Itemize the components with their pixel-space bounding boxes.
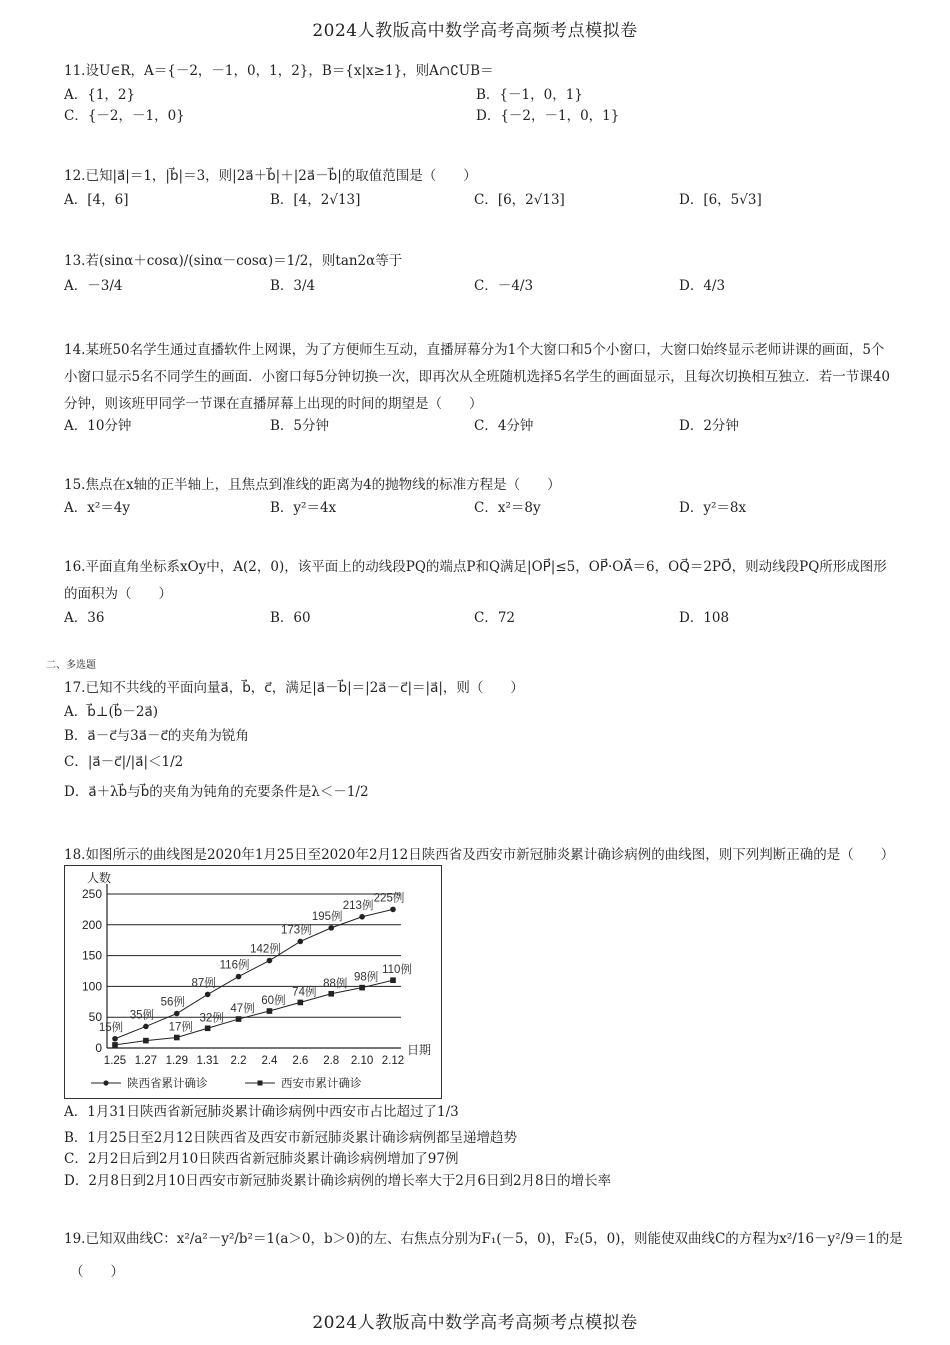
q18-option-a: A．1月31日陕西省新冠肺炎累计确诊病例中西安市占比超过了1/3 xyxy=(64,1104,459,1120)
case-chart xyxy=(64,865,442,1099)
x-tick-label: 2.10 xyxy=(350,1055,374,1067)
series1-point xyxy=(298,939,304,945)
data-label: 116例 xyxy=(219,959,250,972)
q15-option-c: C．x²＝8y xyxy=(474,500,541,516)
y-tick-label: 50 xyxy=(88,1010,102,1025)
q11-option-c: C．{－2，－1，0} xyxy=(64,108,185,124)
data-label: 195例 xyxy=(311,910,343,923)
q18-option-c: C．2月2日后到2月10日陕西省新冠肺炎累计确诊病例增加了97例 xyxy=(64,1151,459,1167)
q11-option-a: A．{1，2} xyxy=(64,87,136,103)
series1-point xyxy=(359,914,365,920)
data-label: 98例 xyxy=(353,971,379,984)
data-label: 142例 xyxy=(250,943,281,956)
q13-option-d: D．4/3 xyxy=(679,278,726,294)
q17-option-b: B．a⃗－c⃗与3a⃗－c⃗的夹角为锐角 xyxy=(64,728,249,744)
x-tick-label: 1.31 xyxy=(196,1055,219,1067)
q19-stem: 19.已知双曲线C：x²/a²－y²/b²＝1(a＞0，b＞0)的左、右焦点分别为F₁(－5，0)，F₂(5，0)，则能使双曲线C的方程为x²/16－y²/9＝1的是 xyxy=(64,1231,903,1247)
series2-point xyxy=(359,985,365,991)
series1-point xyxy=(112,1036,118,1042)
y-tick-label: 200 xyxy=(81,917,102,932)
q13-option-c: C．－4/3 xyxy=(474,278,534,294)
series2-point xyxy=(328,991,334,997)
q16-option-c: C．72 xyxy=(474,610,516,626)
series1-point xyxy=(143,1024,149,1030)
q15-stem: 15.焦点在x轴的正半轴上，且焦点到准线的距离为4的抛物线的标准方程是（ ） xyxy=(64,477,561,493)
q12-option-c: C．[6，2√13] xyxy=(474,192,565,208)
series2-point xyxy=(174,1035,180,1041)
q13-option-b: B．3/4 xyxy=(270,278,316,294)
q15-option-b: B．y²＝4x xyxy=(270,500,337,516)
data-label: 17例 xyxy=(168,1021,193,1034)
q12-stem: 12.已知|a⃗|＝1，|b⃗|＝3，则|2a⃗＋b⃗|＋|2a⃗－b⃗|的取值范围是（ ） xyxy=(64,168,477,184)
data-label: 88例 xyxy=(323,977,348,990)
y-tick-label: 100 xyxy=(81,979,102,994)
series1-point xyxy=(390,907,396,913)
q15-option-a: A．x²＝4y xyxy=(64,500,130,516)
series2-point xyxy=(267,1008,273,1014)
q14-option-c: C．4分钟 xyxy=(474,418,534,434)
q15-option-d: D．y²＝8x xyxy=(679,500,747,516)
q12-option-a: A．[4，6] xyxy=(64,192,129,208)
q16-option-d: D．108 xyxy=(679,610,730,626)
x-tick-label: 1.25 xyxy=(103,1055,127,1067)
series2-point xyxy=(205,1025,211,1031)
q17-option-d: D．a⃗＋λb⃗与b⃗的夹角为钝角的充要条件是λ＜－1/2 xyxy=(64,784,369,800)
x-tick-label: 2.2 xyxy=(230,1055,247,1067)
q18-option-d: D．2月8日到2月10日西安市新冠肺炎累计确诊病例的增长率大于2月6日到2月8日的增长率 xyxy=(64,1173,612,1189)
data-label: 56例 xyxy=(160,996,185,1009)
q14-option-a: A．10分钟 xyxy=(64,418,132,434)
data-label: 60例 xyxy=(261,995,286,1008)
data-label: 74例 xyxy=(292,986,317,999)
q11-stem: 11.设U∈R，A＝{－2，－1，0，1，2}，B＝{x|x≥1}，则A∩∁UB＝ xyxy=(64,63,494,79)
series-line-1 xyxy=(115,909,393,1038)
y-tick-label: 150 xyxy=(81,948,102,963)
legend-label-1: 陕西省累计确诊 xyxy=(127,1078,208,1090)
data-label: 32例 xyxy=(199,1012,224,1025)
x-tick-label: 2.4 xyxy=(261,1055,278,1067)
q13-option-a: A．－3/4 xyxy=(64,278,123,294)
series1-point xyxy=(236,974,242,980)
q17-option-c: C．|a⃗－c⃗|/|a⃗|＜1/2 xyxy=(64,754,184,770)
q16-option-a: A．36 xyxy=(64,610,105,626)
q12-option-d: D．[6，5√3] xyxy=(679,192,762,208)
q17-option-a: A．b⃗⊥(b⃗－2a⃗) xyxy=(64,704,158,720)
page-header: 2024人教版高中数学高考高频考点模拟卷 xyxy=(312,21,638,41)
x-axis-label: 日期 xyxy=(406,1043,432,1057)
q18-stem: 18.如图所示的曲线图是2020年1月25日至2020年2月12日陕西省及西安市新冠肺炎累计确诊病例的曲线图，则下列判断正确的是（ ） xyxy=(64,847,895,863)
legend-marker-2 xyxy=(258,1081,263,1086)
series2-point xyxy=(236,1016,242,1022)
x-tick-label: 1.29 xyxy=(165,1055,188,1067)
data-label: 87例 xyxy=(191,977,216,990)
x-tick-label: 2.12 xyxy=(381,1055,405,1067)
q19-blank: （ ） xyxy=(70,1264,124,1280)
case-line-chart xyxy=(65,866,441,1098)
q14-option-b: B．5分钟 xyxy=(270,418,330,434)
data-label: 225例 xyxy=(373,892,405,905)
legend-label-2: 西安市累计确诊 xyxy=(281,1078,362,1090)
data-label: 35例 xyxy=(129,1009,155,1022)
y-tick-label: 250 xyxy=(81,887,102,901)
data-label: 47例 xyxy=(230,1003,255,1016)
legend-marker-1 xyxy=(103,1080,108,1085)
x-tick-label: 2.6 xyxy=(292,1055,309,1067)
q16-stem: 16.平面直角坐标系xOy中，A(2，0)，该平面上的动线段PQ的端点P和Q满足|OP⃗|≤5，OP⃗·OA⃗＝6，OQ⃗＝2PO⃗，则动线段PQ所形成图形的面积为（ ） xyxy=(64,559,887,602)
q17-stem: 17.已知不共线的平面向量a⃗，b⃗，c⃗，满足|a⃗－b⃗|＝|2a⃗－c⃗|＝|a⃗|，则（ ） xyxy=(64,680,524,696)
q11-option-b: B．{－1，0，1} xyxy=(476,87,583,103)
series2-point xyxy=(298,1000,304,1006)
page-footer: 2024人教版高中数学高考高频考点模拟卷 xyxy=(312,1313,638,1333)
series1-point xyxy=(205,992,211,998)
q18-option-b: B．1月25日至2月12日陕西省及西安市新冠肺炎累计确诊病例都呈递增趋势 xyxy=(64,1130,517,1146)
q14-stem: 14.某班50名学生通过直播软件上网课，为了方便师生互动，直播屏幕分为1个大窗口和5个小窗口，大窗口始终显示老师讲课的画面，5个小窗口显示5名不同学生的画面．小窗口每5分钟切换一次，即再次从全班随机选择5名学生的画面显示，且每次切换相互独立．若一节课40分钟，则该班甲同学一节课在直播屏幕上出现的时间的期望是（ ） xyxy=(64,342,890,412)
x-tick-label: 1.27 xyxy=(134,1055,158,1067)
series2-point xyxy=(143,1038,149,1044)
series1-point xyxy=(174,1011,180,1017)
series1-point xyxy=(328,925,334,931)
y-tick-label: 0 xyxy=(95,1041,102,1055)
data-label: 110例 xyxy=(382,964,412,977)
y-axis-label: 人数 xyxy=(86,871,112,885)
q11-option-d: D．{－2，－1，0，1} xyxy=(476,108,620,124)
data-label: 15例 xyxy=(98,1021,124,1034)
data-label: 173例 xyxy=(280,924,312,937)
series2-point xyxy=(390,977,396,983)
q12-option-b: B．[4，2√13] xyxy=(270,192,361,208)
q16-option-b: B．60 xyxy=(270,610,311,626)
q13-stem: 13.若(sinα＋cosα)/(sinα－cosα)＝1/2，则tan2α等于 xyxy=(64,253,403,269)
x-tick-label: 2.8 xyxy=(323,1055,340,1067)
series1-point xyxy=(267,958,273,964)
section-multi-choice-heading: 二、多选题 xyxy=(46,660,96,671)
series2-point xyxy=(112,1042,118,1048)
data-label: 213例 xyxy=(342,899,374,912)
q14-option-d: D．2分钟 xyxy=(679,418,739,434)
